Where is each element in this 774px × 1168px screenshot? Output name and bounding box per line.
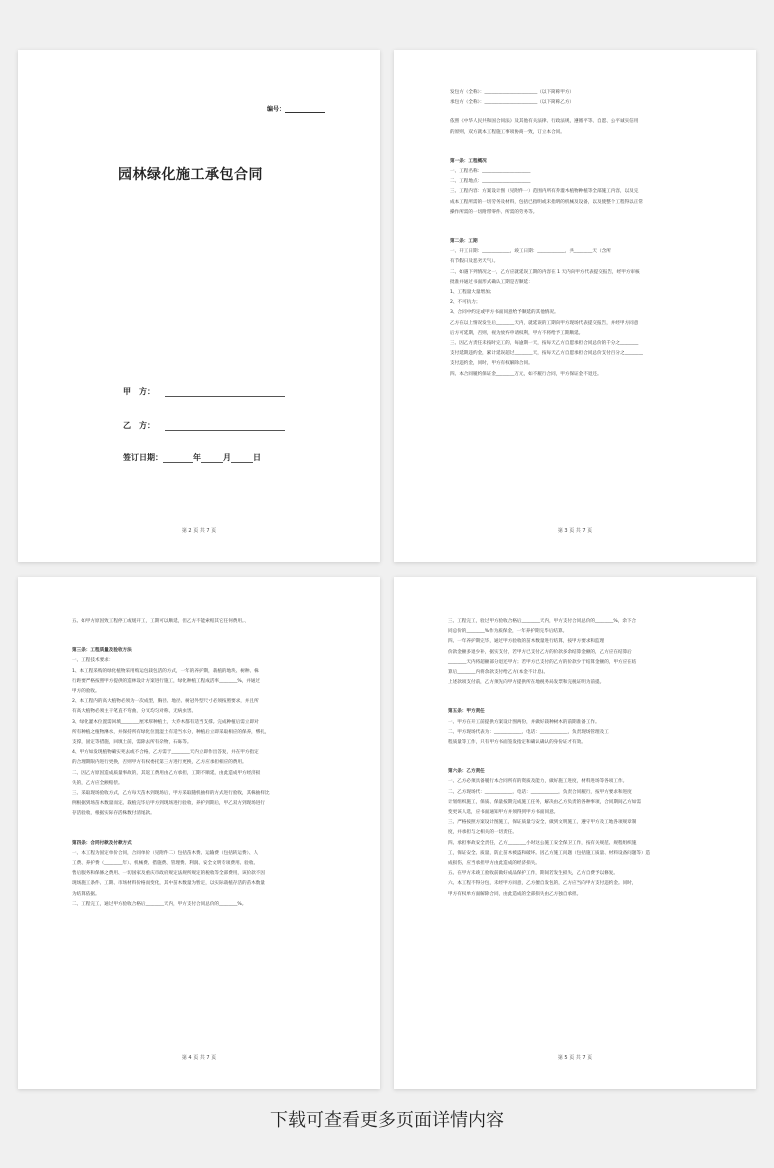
- body-line: 有节假日及恶劣天气）。: [450, 259, 499, 265]
- body-line: 工，保证安全、质量，防止苗木被盗和破坏。因乙方施工问题（包括施工质量、材料设备问题等）造: [448, 850, 651, 856]
- body-line: 成损伤，应当承担甲方由此造成的经济损失。: [448, 861, 540, 867]
- day-label: 日: [253, 453, 261, 462]
- body-line: 变更该人选，应书面通知甲方并须得到甲方书面同意。: [448, 810, 559, 816]
- body-line: 支撑，固定等措施，回填土前，需除去所有杂物，石砾等。: [72, 740, 192, 746]
- serial-blank: [285, 106, 325, 113]
- contract-page-4: [18, 577, 380, 1089]
- month-blank: [201, 455, 223, 463]
- body-line: 2、不可抗力；: [450, 300, 481, 306]
- body-line: 一、工程技术要求：: [72, 658, 114, 664]
- body-line: ________天内将超额部分退还甲方；若甲方已支付的乙方的价款少于结算金额的，甲方应在结: [448, 659, 637, 665]
- body-line: 甲方的验收。: [72, 689, 100, 695]
- spacer: [448, 688, 710, 697]
- spacer: [450, 218, 708, 227]
- body-line: 的原则，双方就本工程施工事项协商一致，订立本合同。: [450, 129, 565, 135]
- body-line: 度，并承担与之相关的一切责任。: [448, 830, 517, 836]
- body-line: 三、严格按照方案设计图施工，保证质量与安全，做到文明施工，遵守甲方及工地各项规章制: [448, 820, 637, 826]
- serial-label: 编号：: [266, 106, 285, 113]
- contract-page-5: [394, 577, 756, 1089]
- body-line: 二、因乙方原因造成质量事故的，其返工费用由乙方承担，工期不顺延，由此造成甲方经济损: [72, 770, 261, 776]
- body-line: 四、一年养护期完毕，通过甲方验收的苗木数量进行结算，按甲方要求和监理: [448, 639, 605, 645]
- body-line: 所有种植之植物淋水，并保持所有绿化位置湿土有适当水分，种植后立即采取相应的保养，绑扎，: [72, 729, 270, 735]
- body-line: 一、工程名称：_____________________: [450, 169, 531, 175]
- section-heading: 第二条：工期: [450, 239, 478, 245]
- body-line: 工费、养护费（________年）、机械费、措施费、管理费、利润、安全文明专项费用、验收、: [72, 861, 259, 867]
- body-line: 支付违约金，同时，甲方有权解除合同。: [450, 361, 533, 367]
- body-line: 批准并通过书面形式确认工期是否顺延：: [450, 279, 533, 285]
- body-line: 3、合同中约定或甲方书面同意给予顺延的其他情况。: [450, 310, 559, 316]
- section-heading: 第五条：甲方责任: [448, 709, 485, 715]
- body-line: 一、开工日期：____________，竣工日期：____________，共________天（含所: [450, 249, 611, 255]
- year-blank: [163, 455, 193, 463]
- body-line: 价款金额多退少补，据实支付，若甲方已支付乙方的价款多余结算金额的，乙方应在结算后: [448, 649, 632, 655]
- body-line: 的合理期限内进行更换，否则甲方有权委托第三方进行更换，乙方应承担相应的费用。: [72, 760, 247, 766]
- body-line: 二、工程完工，通过甲方验收合格后________天内，甲方支付合同总价的________%。: [72, 901, 247, 907]
- contract-page-3: [394, 50, 756, 562]
- spacer: [72, 820, 334, 829]
- body-line: 操作所需的一切附带零件、所需的劳务等。: [450, 209, 538, 215]
- download-banner[interactable]: 下载可查看更多页面详情内容: [270, 1110, 504, 1131]
- serial-number: [267, 104, 325, 113]
- body-line: 算后________内将余款支付给乙方(本金不计息)。: [448, 670, 549, 676]
- body-line: 三、采取现场验收方式，乙方每天苗木到现场后，甲方采取随机抽样的方式进行验收，其株抽样比: [72, 791, 270, 797]
- body-line: 同总价的________%作为质保金，一年养护期完毕后结算。: [448, 629, 568, 635]
- spacer: [450, 108, 708, 117]
- body-line: 存活验收，根据实际存活株数付清尾款。: [72, 811, 155, 817]
- body-line: 甲方有权单方面解除合同，由此造成的全部损失由乙方独自承担。: [448, 891, 582, 897]
- page-body: [72, 617, 334, 910]
- body-line: 后方可延期，否则，视为放弃申请权利，甲方不将给予工期顺延。: [450, 330, 584, 336]
- page-footer: 第 4 页 共 7 页: [181, 1055, 217, 1061]
- body-line: 上述款项支付前，乙方须先向甲方提供所在地税务局发票和完税证明为前提。: [448, 680, 605, 686]
- body-line: 失的，乙方应全额赔偿。: [72, 780, 123, 786]
- body-line: 三、工程完工，验过甲方验收合格后________天内，甲方支付合同总价的________%，余下合: [448, 619, 637, 624]
- body-line: 程质量等工作，只有甲方书面签发指定和确认确认的身份证才有效。: [448, 740, 586, 746]
- body-line: 4、甲方如发现植物确实死去或不合格，乙方需于________天内立即作出答复，并在甲方指定: [72, 750, 259, 756]
- body-line: 1、工程量大量增加；: [450, 290, 495, 296]
- body-line: 三、工程内容：方案设计图（见附件一）范围内所有乔灌木植物种植等全部施工内容，以及完: [450, 189, 639, 195]
- month-label: 月: [223, 453, 231, 462]
- body-line: 售后服务和保修之费用、一切国家及重庆市政府规定法规所规定的税收等全部费用，该价款不因: [72, 871, 265, 877]
- contract-cover-page: [18, 50, 380, 562]
- body-line: 支付延期违约金，累计延误超过________天，按每天乙方自愿承担合同总价支付百分之________: [450, 351, 643, 357]
- sign-date-label: 签订日期：: [123, 453, 163, 462]
- page-footer: 第 3 页 共 7 页: [557, 528, 593, 534]
- page-footer: 第 2 页 共 7 页: [181, 528, 217, 534]
- body-line: 二、甲方现场代表为：____________，电话：____________，负责现场管理及工: [448, 729, 609, 735]
- body-line: 一、甲方在开工前提供方案设计图两份，并做好栽种树木的前期准备工作。: [448, 719, 600, 725]
- spacer: [72, 627, 334, 636]
- body-line: 现场施工条件、工期、市场材料价格而变化，其中苗木数量为暂定，以实际栽植存活的苗木数量: [72, 881, 265, 887]
- party-b-blank: [165, 422, 285, 431]
- spacer: [448, 748, 710, 757]
- body-line: 六、本工程不得分包，未经甲方同意，乙方擅自发包的，乙方应当向甲方支付违约金。同时，: [448, 881, 637, 887]
- body-line: 发包方（全称）：_______________________（以下简称甲方）: [450, 90, 575, 95]
- body-line: 一、乙方必须具备履行本合同所有的资质及能力，做好施工进度，材料进场等各项工作。: [448, 779, 628, 785]
- section-heading: 第一条：工程概况: [450, 158, 487, 164]
- body-line: 五、在甲方未竣工验收前做好成品保护工作，期间若发生损失，乙方自费予以修复。: [448, 871, 618, 877]
- body-line: 二、工程地点：_____________________: [450, 179, 531, 185]
- body-line: 四、承担事故安全责任，乙方________小时这公施工安全保卫工作，按有关规范、规程组织施: [448, 840, 637, 846]
- page-body: [450, 88, 708, 380]
- body-line: 3、绿化灌木位置需回填________厘米厚种植土，大乔木都有适当支撑。完成种植后需立即对: [72, 719, 259, 725]
- body-line: 例根据到场苗木数量而定。栽植完毕后甲方到现场进行验收，养护到期后，甲乙双方到现场进行: [72, 801, 265, 807]
- party-a-blank: [165, 388, 285, 397]
- body-line: 二、乙方现场代：____________，电话：____________，负责合同履行，按甲方要求和进度: [448, 789, 632, 795]
- section-heading: 第四条：合同付款及付款方式: [72, 840, 132, 846]
- sign-date-row: [123, 452, 261, 463]
- section-heading: 第六条：乙方责任: [448, 769, 485, 775]
- body-line: 一、本工程为固定单价合同，合同单价（见附件二）包括苗木费、运输费（包括转运费）、人: [72, 850, 259, 856]
- page-footer: 第 5 页 共 7 页: [557, 1055, 593, 1061]
- body-line: 乙方在以上情况发生后________天内，就延误的工期向甲方现场代表提交报告，并经甲方同意: [450, 320, 639, 326]
- day-blank: [231, 455, 253, 463]
- body-line: 行距要严格按照甲方提供的造林设计方案进行施工，绿化种植工程成活率________%，并通过: [72, 678, 261, 684]
- body-line: 承包方（全称）：_______________________（以下简称乙方）: [450, 100, 575, 106]
- body-line: 1、本工程采购的绿化植物采用购运包栽包活的方式，一年的养护期，栽植的地块、树种、株: [72, 668, 259, 674]
- body-line: 五、如甲方原因致工程停工或缓开工，工期可以顺延，但乙方不能索赔其它任何费用。、: [72, 619, 249, 624]
- year-label: 年: [193, 453, 201, 462]
- section-heading: 第三条：工程质量及验收方法: [72, 648, 132, 654]
- party-a-row: [123, 386, 285, 397]
- page-body: [448, 617, 710, 900]
- body-line: 2、本工程内的高大植物必须为一次成型，胸径、地径、树冠外型尺寸必须按照要求，并且所: [72, 699, 259, 705]
- party-a-label: 甲 方：: [123, 387, 155, 396]
- party-b-label: 乙 方：: [123, 421, 155, 430]
- body-line: 计划组织施工，保质、保量按期完成施工任务，解决由乙方负责的各种事项，合同期间乙方如需: [448, 799, 641, 805]
- body-line: 三、因乙方责任未按时完工的，每逾期一天，按每天乙方自愿承担合同总价的千分之________: [450, 341, 639, 347]
- party-b-row: [123, 420, 285, 431]
- body-line: 四、本合同履约保证金________万元，如不履行合同，甲方保证金不退还。: [450, 371, 602, 377]
- contract-title: 园林绿化施工承包合同: [118, 167, 263, 183]
- body-line: 为结算依据。: [72, 891, 100, 897]
- body-line: 有高大植物必须主干笔直不弯曲，分叉均匀对称，无病虫害。: [72, 709, 197, 715]
- spacer: [450, 138, 708, 147]
- body-line: 二、如遇下列情况之一，乙方应就延误工期的内容在 1 天内向甲方代表提交报告，经甲方审核: [450, 269, 640, 275]
- body-line: 成本工程所需的一切劳务及材料，包括已指明或未指明的机械及设备，以及使整个工程得以正常: [450, 199, 643, 205]
- body-line: 依照《中华人民共和国合同法》及其他有关法律、行政法规，遵循平等、自愿、公平诚实信用: [450, 119, 639, 125]
